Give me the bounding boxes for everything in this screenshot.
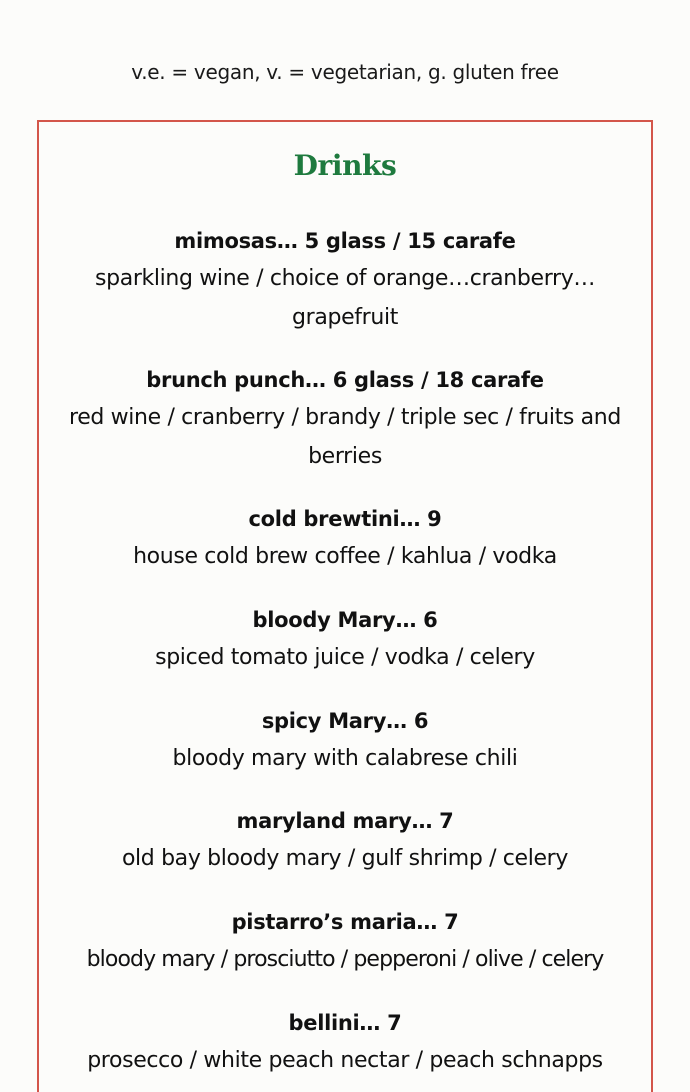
menu-item-mimosas — [0, 222, 690, 337]
menu-item-name: cold brewtini… 9 — [248, 507, 442, 531]
menu-item-name: bellini… 7 — [288, 1011, 402, 1035]
menu-item-name: brunch punch… 6 glass / 18 carafe — [146, 368, 544, 392]
menu-item-bloody-mary — [0, 601, 690, 678]
menu-item-maryland-mary — [0, 802, 690, 879]
menu-item-name: maryland mary… 7 — [236, 809, 454, 833]
menu-item-description: spiced tomato juice / vodka / celery — [155, 645, 535, 670]
menu-item-name: bloody Mary… 6 — [252, 608, 438, 632]
menu-item-pistarros-maria — [0, 903, 690, 980]
menu-item-cold-brewtini — [0, 500, 690, 577]
menu-item-description: old bay bloody mary / gulf shrimp / celery — [121, 846, 569, 871]
section-title-drinks: Drinks — [293, 149, 397, 182]
menu-item-spicy-mary — [0, 702, 690, 779]
menu-item-description: bloody mary / prosciutto / pepperoni / olive / celery — [86, 947, 604, 972]
menu-item-name: mimosas… 5 glass / 15 carafe — [174, 229, 516, 253]
menu-item-description: red wine / cranberry / brandy / triple sec / fruits and berries — [69, 405, 621, 469]
menu-item-description: house cold brew coffee / kahlua / vodka — [133, 544, 557, 569]
menu-item-description: prosecco / white peach nectar / peach schnapps — [87, 1048, 603, 1073]
menu-item-brunch-punch — [0, 361, 690, 476]
menu-item-bellini — [0, 1004, 690, 1081]
menu-item-name: pistarro’s maria… 7 — [231, 910, 459, 934]
dietary-legend: v.e. = vegan, v. = vegetarian, g. gluten free — [131, 60, 559, 84]
menu-item-description: bloody mary with calabrese chili — [172, 746, 518, 771]
cut-off-text-fragment — [212, 0, 302, 4]
menu-item-description: sparkling wine / choice of orange…cranberry… grapefruit — [94, 266, 596, 330]
menu-item-name: spicy Mary… 6 — [261, 709, 429, 733]
